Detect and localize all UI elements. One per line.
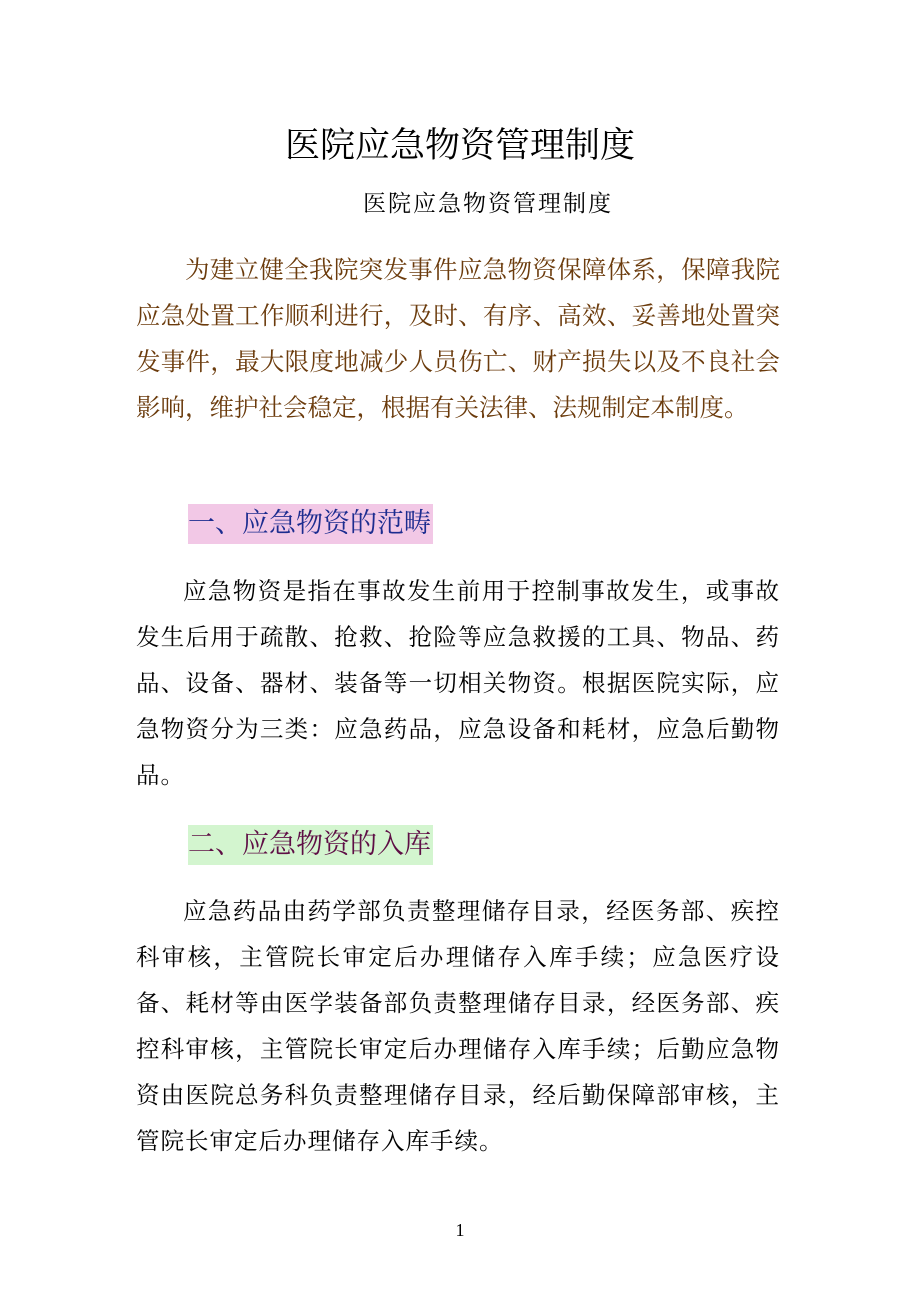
intro-paragraph: 为建立健全我院突发事件应急物资保障体系，保障我院应急处置工作顺利进行，及时、有序、高效、妥善地处置突发事件，最大限度地减少人员伤亡、财产损失以及不良社会影响，维护社会稳定，根据有关法律、法规制定本制度。 bbox=[136, 255, 780, 422]
document-title: 医院应急物资管理制度 bbox=[284, 126, 635, 166]
page-number: 1 bbox=[455, 1220, 465, 1240]
section-body-storage: 应急药品由药学部负责整理储存目录，经医务部、疾控科审核，主管院长审定后办理储存入库手续；应急医疗设备、耗材等由医学装备部负责整理储存目录，经医务部、疾控科审核，主管院长审定后办理储存入库手续；后勤应急物资由医院总务科负责整理储存目录，经后勤保障部审核，主管院长审定后办理储存入库手续。 bbox=[136, 897, 780, 1155]
section-heading-scope: 一、应急物资的范畴 bbox=[188, 504, 433, 544]
document-subtitle: 医院应急物资管理制度 bbox=[363, 191, 613, 217]
section-heading-storage: 二、应急物资的入库 bbox=[188, 825, 433, 865]
section-body-scope: 应急物资是指在事故发生前用于控制事故发生，或事故发生后用于疏散、抢救、抢险等应急救援的工具、物品、药品、设备、器材、装备等一切相关物资。根据医院实际，应急物资分为三类：应急药品，应急设备和耗材，应急后勤物品。 bbox=[136, 577, 780, 789]
